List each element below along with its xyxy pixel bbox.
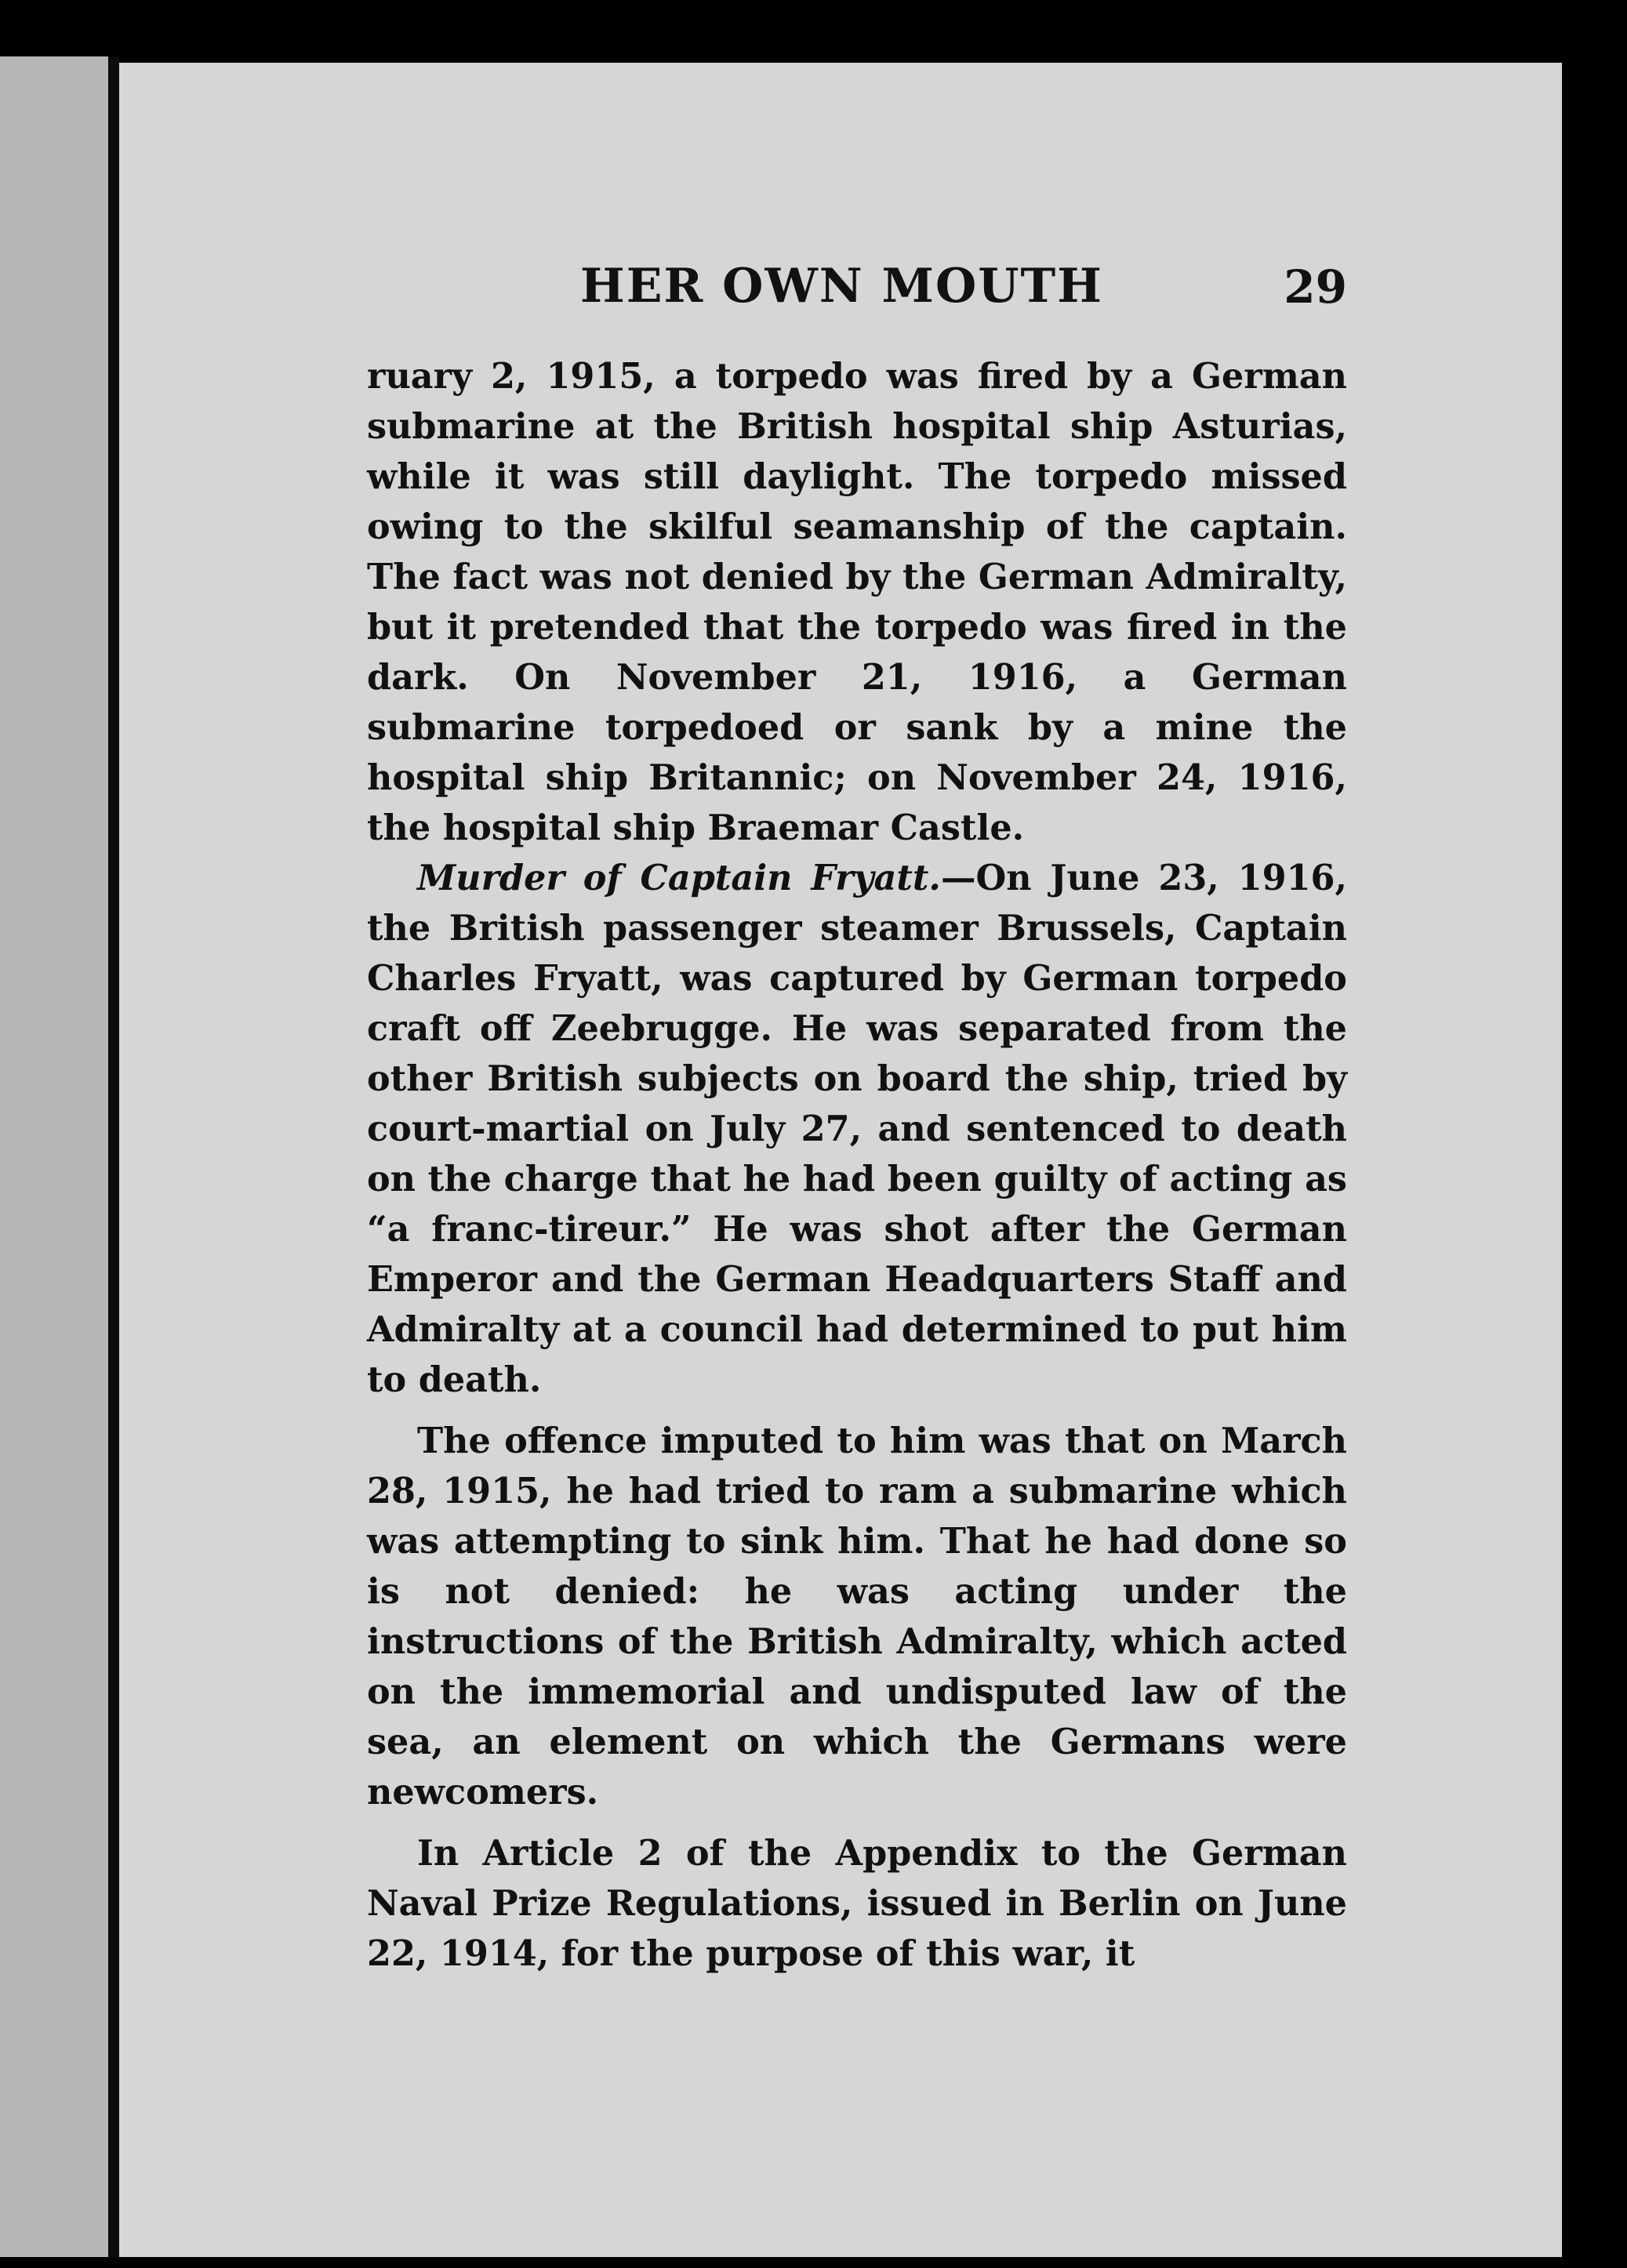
section-title: Murder of Captain Fryatt. bbox=[417, 858, 941, 898]
adjacent-page-edge bbox=[0, 47, 108, 2268]
scan-border-bottom bbox=[0, 2257, 1627, 2268]
page-header bbox=[367, 259, 1347, 329]
paragraph-3: The offence imputed to him was that on March 28, 1915, he had tried to ram a submarine which was attempting to sink him. That he had done so is not denied: he was acting under the instructions of the British Admiralty, which acted on the immemorial and undisputed law of the sea, an element on which the Germans were newcomers. bbox=[367, 1421, 1347, 1813]
scan-border-top bbox=[0, 0, 1627, 56]
scan-border-right bbox=[1562, 0, 1627, 2268]
page-number: 29 bbox=[1284, 260, 1347, 314]
paragraph-2 bbox=[367, 853, 1347, 1405]
paragraph-4: In Article 2 of the Appendix to the German Naval Prize Regulations, issued in Berlin on June 22, 1914, for the purpose of this war, it bbox=[367, 1833, 1347, 1974]
paragraph-2-body: —On June 23, 1916, the British passenger steamer Brussels, Captain Charles Fryatt, was captured by German torpedo craft off Zeebrugge. He was separated from the other British subjects on board the ship, tried by court-martial on July 27, and sentenced to death on the charge that he had been guilty of acting as “a franc-tireur.” He was shot after the German Emperor and the German Headquarters Staff and Admiralty at a council had determined to put him to death. bbox=[367, 858, 1348, 1400]
book-gutter bbox=[108, 47, 119, 2268]
running-head: HER OWN MOUTH bbox=[580, 259, 1103, 314]
body-text bbox=[367, 351, 1347, 1979]
paragraph-1: ruary 2, 1915, a torpedo was fired by a German submarine at the British hospital ship Asturias, while it was still daylight. The torpedo missed owing to the skilful seamanship of the captain. The fact was not denied by the German Admiralty, but it pretended that the torpedo was fired in the dark. On November 21, 1916, a German submarine torpedoed or sank by a mine the hospital ship Britannic; on November 24, 1916, the hospital ship Braemar Castle. bbox=[367, 356, 1347, 848]
